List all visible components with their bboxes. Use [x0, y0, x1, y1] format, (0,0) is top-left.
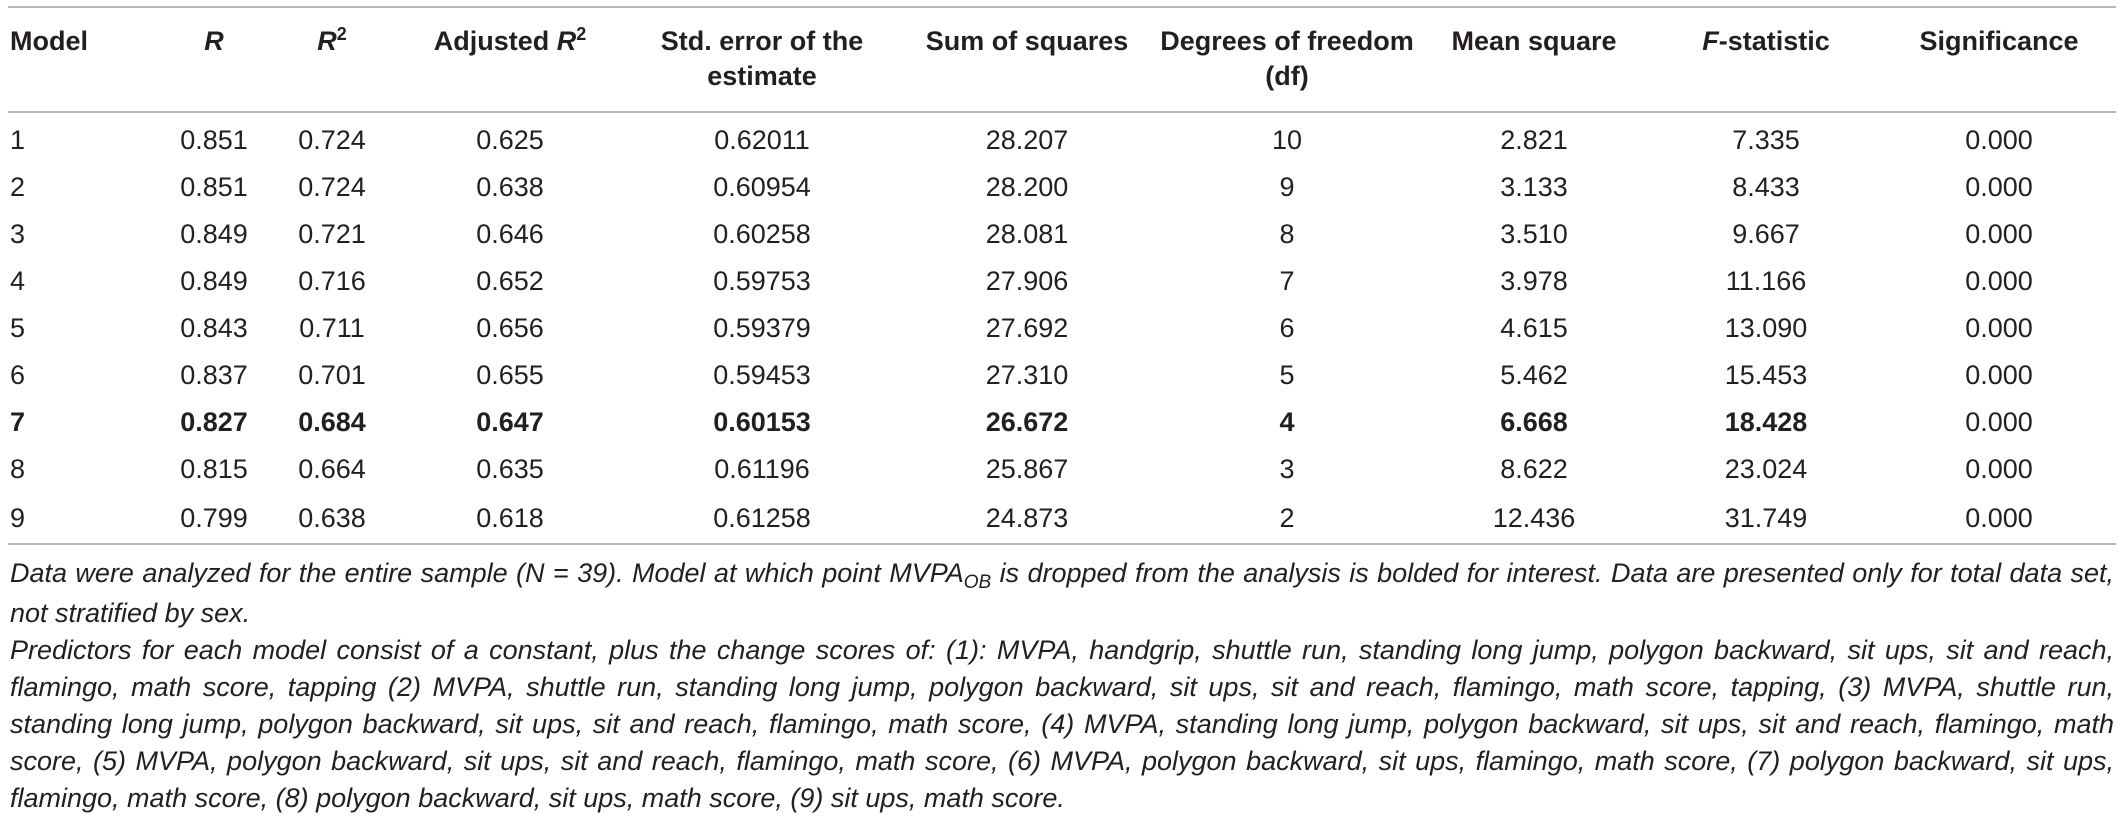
table-cell: 31.749: [1650, 493, 1882, 544]
table-row: [8, 352, 2116, 399]
table-cell: 2.821: [1500, 125, 1568, 155]
column-header-6: [898, 7, 1156, 112]
table-cell: 0.646: [476, 219, 544, 249]
footnote-1-text-end: is dropped from the analysis is bolded for interest. Data are presented only for total data set, not stratified by sex.: [10, 558, 2115, 628]
footnote-2: Predictors for each model consist of a constant, plus the change scores of: (1): MVPA, handgrip, shuttle run, standing long jump, polygon backward, sit ups, sit and reach, flamingo, math score, tapping (2) MVPA, shuttle run, standing long jump, polygon backward, sit ups, sit and reach, flamingo, math score, tapping, (3) MVPA, shuttle run, standing long jump, polygon backward, sit ups, sit and reach, flamingo, math score, (4) MVPA, standing long jump, polygon backward, sit ups, sit and reach, flamingo, math score, (5) MVPA, polygon backward, sit ups, sit and reach, flamingo, math score, (6) MVPA, polygon backward, sit ups, flamingo, math score, (7) polygon backward, sit ups, flamingo, math score, (8) polygon backward, sit ups, math score, (9) sit ups, math score.: [10, 635, 2114, 813]
table-cell: 8.622: [1500, 454, 1568, 484]
table-cell: 3: [10, 219, 26, 249]
table-cell: 2: [1156, 493, 1418, 544]
column-header-10: [1882, 7, 2116, 112]
table-row: [8, 305, 2116, 352]
table-cell: 4: [10, 266, 26, 296]
table-cell: 26.672: [985, 407, 1069, 437]
table-cell: 18.428: [1724, 407, 1808, 437]
table-cell: 23.024: [1724, 454, 1808, 484]
table-cell: 9: [1279, 172, 1295, 202]
table-cell: 0.724: [298, 172, 366, 202]
table-cell: 7.335: [1732, 125, 1800, 155]
table-cell: 5: [10, 313, 26, 343]
table-cell: 3.978: [1500, 266, 1568, 296]
table-row: [8, 211, 2116, 258]
table-row: [8, 446, 2116, 493]
column-header-10-pre: Significance: [1919, 26, 2079, 56]
table-row: [8, 258, 2116, 305]
table-footnotes: [8, 545, 2114, 817]
table-cell: 9.667: [1732, 219, 1800, 249]
table-cell: 27.692: [985, 313, 1069, 343]
table-cell: 0.000: [1882, 493, 2116, 544]
table-cell: 4: [1279, 407, 1295, 437]
table-cell: 0.851: [180, 125, 248, 155]
table-cell: 13.090: [1724, 313, 1808, 343]
table-cell: 28.207: [985, 125, 1069, 155]
table-cell: 0.60153: [713, 407, 811, 437]
table-cell: 1: [10, 125, 26, 155]
table-cell: 6: [1279, 313, 1295, 343]
table-row: [8, 399, 2116, 446]
table-cell: 24.873: [898, 493, 1156, 544]
table-cell: 0.61196: [714, 454, 810, 484]
table-cell: 0.684: [298, 407, 366, 437]
footnote-1-text: Data were analyzed for the entire sample (N = 39). Model at which point MVPA: [10, 558, 964, 588]
table-cell: 0.721: [298, 219, 366, 249]
table-cell: 0.851: [180, 172, 248, 202]
table-cell: 0.799: [158, 493, 270, 544]
column-header-4-it: R: [556, 26, 577, 56]
footnote-1-subscript: OB: [963, 572, 992, 593]
column-header-9-it: F: [1702, 26, 1719, 56]
table-cell: 0.701: [298, 360, 366, 390]
column-header-1: [8, 7, 158, 112]
column-header-7-pre: Degrees of freedom (df): [1160, 26, 1414, 91]
table-cell: 0.000: [1965, 266, 2033, 296]
table-cell: 7: [10, 407, 26, 437]
header-row: [8, 7, 2116, 112]
table-header: [8, 7, 2116, 112]
table-cell: 0.837: [180, 360, 248, 390]
table-cell: 0.62011: [714, 125, 810, 155]
footnote-1: [10, 555, 2114, 632]
column-header-4-sup: 2: [576, 24, 587, 44]
table-cell: 0.638: [476, 172, 544, 202]
table-cell: 0.000: [1965, 219, 2033, 249]
table-body: [8, 112, 2116, 544]
table-row: [8, 164, 2116, 211]
column-header-8: [1418, 7, 1650, 112]
table-cell: 0.635: [476, 454, 544, 484]
table-cell: 0.59753: [713, 266, 811, 296]
table-cell: 27.310: [985, 360, 1069, 390]
column-header-8-pre: Mean square: [1451, 26, 1617, 56]
table-cell: 0.647: [476, 407, 544, 437]
table-cell: 0.849: [180, 219, 248, 249]
column-header-1-pre: Model: [10, 26, 88, 56]
table-cell: 10: [1271, 125, 1303, 155]
column-header-9-post: -statistic: [1718, 26, 1830, 56]
column-header-3: [270, 7, 394, 112]
table-cell: 0.815: [180, 454, 248, 484]
column-header-3-sup: 2: [336, 24, 347, 44]
column-header-6-pre: Sum of squares: [925, 26, 1129, 56]
column-header-2: [158, 7, 270, 112]
table-cell: 0.711: [299, 313, 365, 343]
table-cell: 0.638: [270, 493, 394, 544]
regression-table: [8, 6, 2116, 545]
column-header-2-it: R: [204, 26, 224, 56]
table-cell: 5: [1279, 360, 1295, 390]
table-cell: 2: [10, 172, 26, 202]
table-cell: 12.436: [1418, 493, 1650, 544]
table-cell: 0.716: [298, 266, 366, 296]
table-cell: 9: [8, 493, 158, 544]
table-cell: 0.618: [394, 493, 626, 544]
table-cell: 4.615: [1500, 313, 1568, 343]
table-cell: 8: [10, 454, 26, 484]
table-cell: 0.000: [1965, 125, 2033, 155]
table-cell: 0.000: [1965, 313, 2033, 343]
column-header-7: [1156, 7, 1418, 112]
table-cell: 0.60954: [713, 172, 811, 202]
table-cell: 0.61258: [626, 493, 898, 544]
table-cell: 3: [1279, 454, 1295, 484]
table-cell: 5.462: [1500, 360, 1568, 390]
table-cell: 25.867: [985, 454, 1069, 484]
table-cell: 0.000: [1965, 360, 2033, 390]
column-header-5: [626, 7, 898, 112]
table-cell: 0.827: [180, 407, 248, 437]
table-cell: 15.453: [1724, 360, 1808, 390]
table-cell: 0.000: [1965, 407, 2033, 437]
table-cell: 0.655: [476, 360, 544, 390]
table-cell: 0.724: [298, 125, 366, 155]
table-cell: 28.200: [985, 172, 1069, 202]
table-cell: 0.59453: [713, 360, 811, 390]
table-cell: 3.133: [1500, 172, 1568, 202]
table-cell: 6.668: [1500, 407, 1568, 437]
column-header-5-pre: Std. error of the estimate: [660, 26, 864, 91]
table-cell: 0.664: [298, 454, 366, 484]
table-cell: 0.843: [180, 313, 248, 343]
table-cell: 0.849: [180, 266, 248, 296]
table-row: [8, 112, 2116, 164]
table-cell: 0.652: [476, 266, 544, 296]
table-cell: 3.510: [1500, 219, 1568, 249]
table-cell: 28.081: [985, 219, 1069, 249]
column-header-3-it: R: [317, 26, 337, 56]
table-cell: 11.166: [1725, 266, 1807, 296]
table-cell: 8: [1279, 219, 1295, 249]
table-cell: 0.59379: [713, 313, 811, 343]
column-header-4: [394, 7, 626, 112]
column-header-9: [1650, 7, 1882, 112]
table-cell: 27.906: [985, 266, 1069, 296]
table-row: [8, 493, 2116, 544]
table-cell: 0.60258: [713, 219, 811, 249]
column-header-4-pre: Adjusted: [433, 26, 557, 56]
table-cell: 0.625: [476, 125, 544, 155]
table-cell: 0.000: [1965, 172, 2033, 202]
table-cell: 6: [10, 360, 26, 390]
table-cell: 8.433: [1732, 172, 1800, 202]
table-cell: 0.000: [1965, 454, 2033, 484]
table-cell: 0.656: [476, 313, 544, 343]
table-cell: 7: [1279, 266, 1295, 296]
